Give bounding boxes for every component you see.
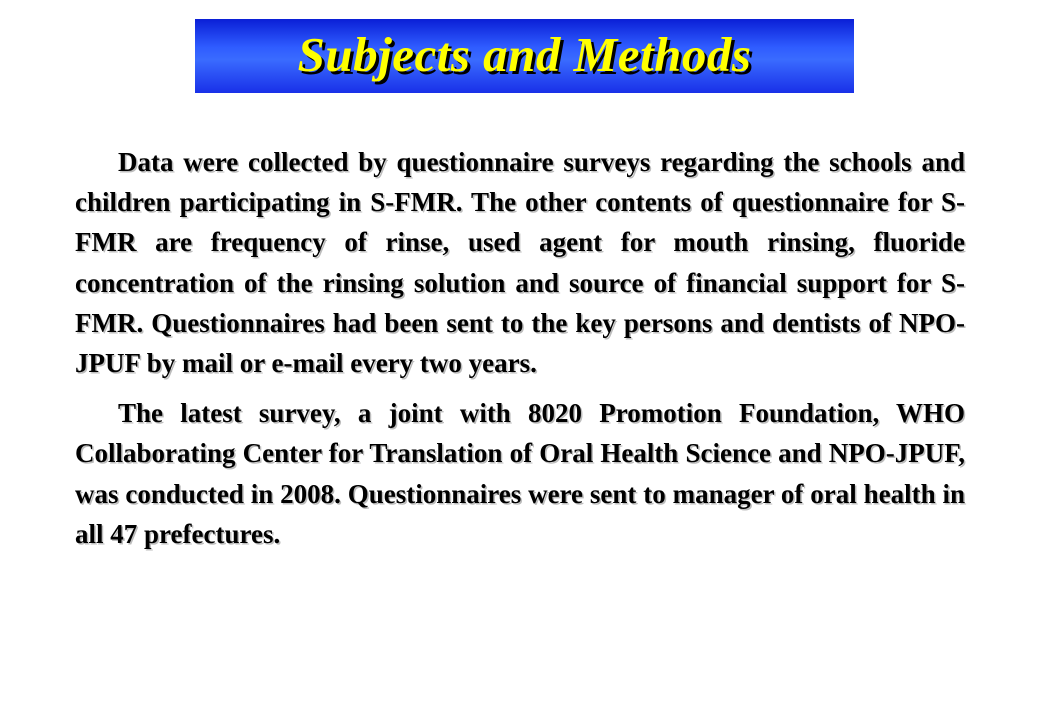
paragraph-latest-survey: The latest survey, a joint with 8020 Promotion Foundation, WHO Collaborating Center for Translation of Oral Health Science and NPO-JPUF, was conducted in 2008. Questionnaires were sent to manager of oral health in all 47 prefectures. [75,398,965,549]
slide-title: Subjects and Methods [297,26,752,82]
paragraph-data-collection: Data were collected by questionnaire surveys regarding the schools and children participating in S-FMR. The other contents of questionnaire for S-FMR are frequency of rinse, used agent for mouth rinsing, fluoride concentration of the rinsing solution and source of financial support for S-FMR. Questionnaires had been sent to the key persons and dentists of NPO-JPUF by mail or e-mail every two years. [75,147,965,379]
title-banner [195,19,854,93]
slide-body [75,142,965,554]
